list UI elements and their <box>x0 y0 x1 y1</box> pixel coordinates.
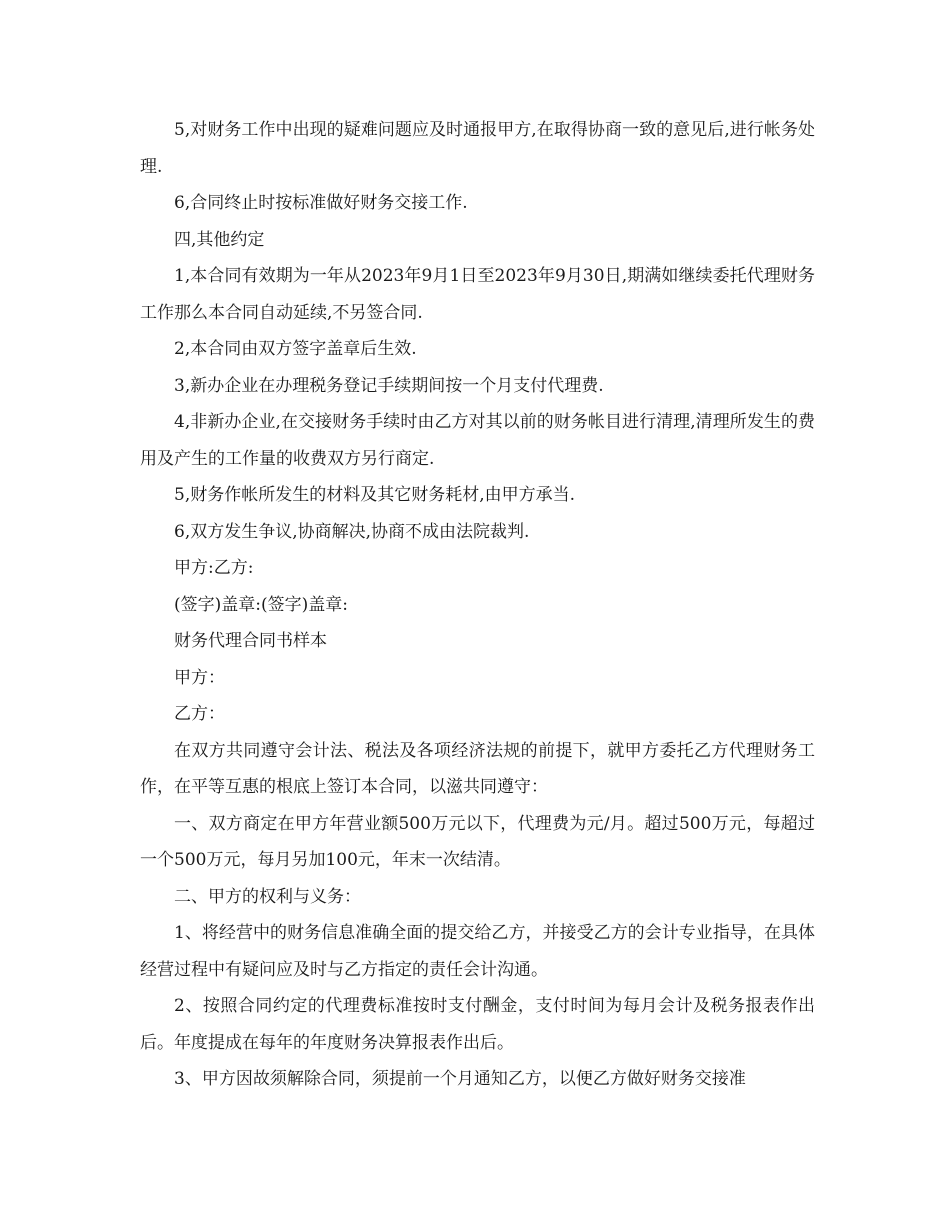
other-clause-3-new-enterprise: 3,新办企业在办理税务登记手续期间按一个月支付代理费. <box>174 375 604 396</box>
article-2-item-3: 3、甲方因故须解除合同，须提前一个月通知乙方，以便乙方做好财务交接准 <box>174 1069 746 1089</box>
parties-line: 甲方:乙方: <box>174 558 254 578</box>
article-1-fee: 一、双方商定在甲方年营业额500万元以下，代理费为元/月。超过500万元，每超过一个500万元，每月另加100元，年末一次结清。 <box>140 813 815 870</box>
article-2-item-2: 2、按照合同约定的代理费标准按时支付酬金，支付时间为每月会计及税务报表作出后。年度提成在每年的年度财务决算报表作出后。 <box>140 996 815 1053</box>
other-clause-6-disputes: 6,双方发生争议,协商解决,协商不成由法院裁判. <box>174 521 530 542</box>
party-b-label: 乙方： <box>174 704 225 724</box>
clause-5-accounting-issues: 5,对财务工作中出现的疑难问题应及时通报甲方,在取得协商一致的意见后,进行帐务处理. <box>140 120 815 177</box>
signature-line: (签字)盖章:(签字)盖章: <box>174 594 348 615</box>
article-2-item-1: 1、将经营中的财务信息准确全面的提交给乙方，并接受乙方的会计专业指导，在具体经营过程中有疑问应及时与乙方指定的责任会计沟通。 <box>140 923 815 980</box>
section-heading-other-terms: 四,其他约定 <box>174 229 265 250</box>
sample-contract-title: 财务代理合同书样本 <box>174 631 327 651</box>
other-clause-1-validity: 1,本合同有效期为一年从2023年9月1日至2023年9月30日,期满如继续委托代理财务工作那么本合同自动延续,不另签合同. <box>140 266 815 323</box>
article-2-heading: 二、甲方的权利与义务： <box>174 886 361 907</box>
document-body <box>140 112 815 1098</box>
other-clause-5-materials: 5,财务作帐所发生的材料及其它财务耗材,由甲方承当. <box>174 485 576 505</box>
clause-6-termination-handover: 6,合同终止时按标准做好财务交接工作. <box>174 193 468 213</box>
party-a-label: 甲方： <box>174 667 225 688</box>
other-clause-4-old-accounts: 4,非新办企业,在交接财务手续时由乙方对其以前的财务帐目进行清理,清理所发生的费用及产生的工作量的收费双方另行商定. <box>140 412 815 469</box>
preamble: 在双方共同遵守会计法、税法及各项经济法规的前提下，就甲方委托乙方代理财务工作，在平等互惠的根底上签订本合同，以滋共同遵守： <box>140 740 815 797</box>
other-clause-2-effect: 2,本合同由双方签字盖章后生效. <box>174 339 417 359</box>
